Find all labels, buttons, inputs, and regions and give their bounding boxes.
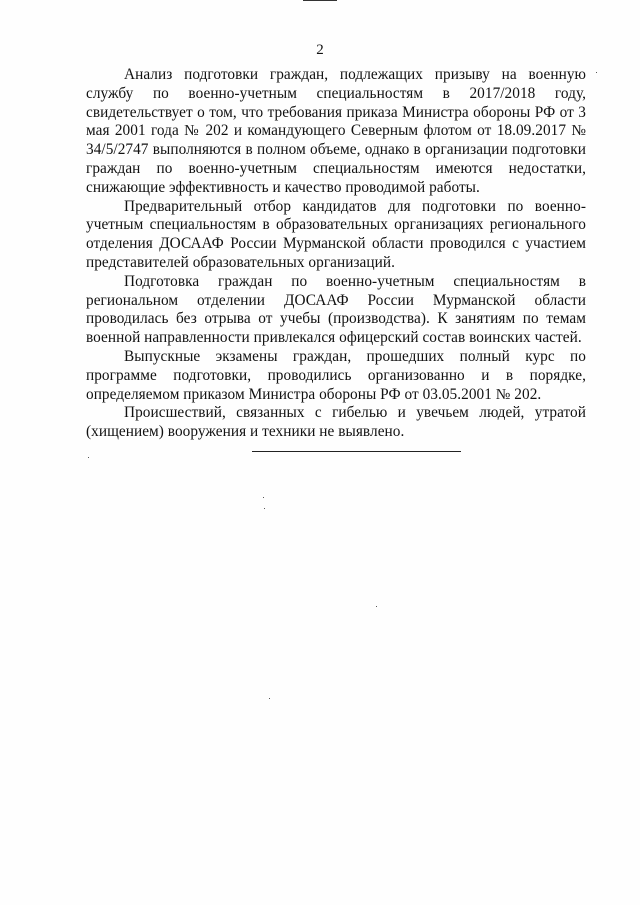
document-body	[86, 66, 586, 442]
scan-edge-mark	[303, 0, 337, 1]
paragraph-analysis: Анализ подготовки граждан, подлежащих призыву на военную службу по военно-учетным специальностям в 2017/2018 году, свидетельствует о том, что требования приказа Министра обороны РФ от 3 мая 2001 года № 202 и командующего Северным флотом от 18.09.2017 № 34/5/2747 выполняются в полном объеме, однако в организации подготовки граждан по военно-учетным специальностям имеются недостатки, снижающие эффективность и качество проводимой работы.	[86, 66, 586, 196]
paragraph-exams: Выпускные экзамены граждан, прошедших полный курс по программе подготовки, проводились организованно и в порядке, определяемом приказом Министра обороны РФ от 03.05.2001 № 202.	[86, 347, 586, 403]
closing-separator-line	[252, 451, 461, 452]
scan-speck	[376, 606, 377, 607]
scan-speck	[269, 698, 270, 699]
page-number: 2	[316, 42, 324, 58]
paragraph-training: Подготовка граждан по военно-учетным специальностям в региональном отделении ДОСААФ России Мурманской области проводилась без отрыва от учебы (производства). К занятиям по темам военной направленности привлекался офицерский состав воинских частей.	[86, 272, 586, 347]
scan-speck	[263, 497, 264, 498]
scan-speck	[264, 508, 265, 509]
scan-speck	[596, 72, 597, 73]
paragraph-selection: Предварительный отбор кандидатов для подготовки по военно-учетным специальностям в образовательных организациях регионального отделения ДОСААФ России Мурманской области проводился с участием представителей образовательных организаций.	[86, 197, 586, 271]
paragraph-incidents: Происшествий, связанных с гибелью и увечьем людей, утратой (хищением) вооружения и техники не выявлено.	[86, 404, 586, 441]
scan-speck	[88, 457, 89, 458]
